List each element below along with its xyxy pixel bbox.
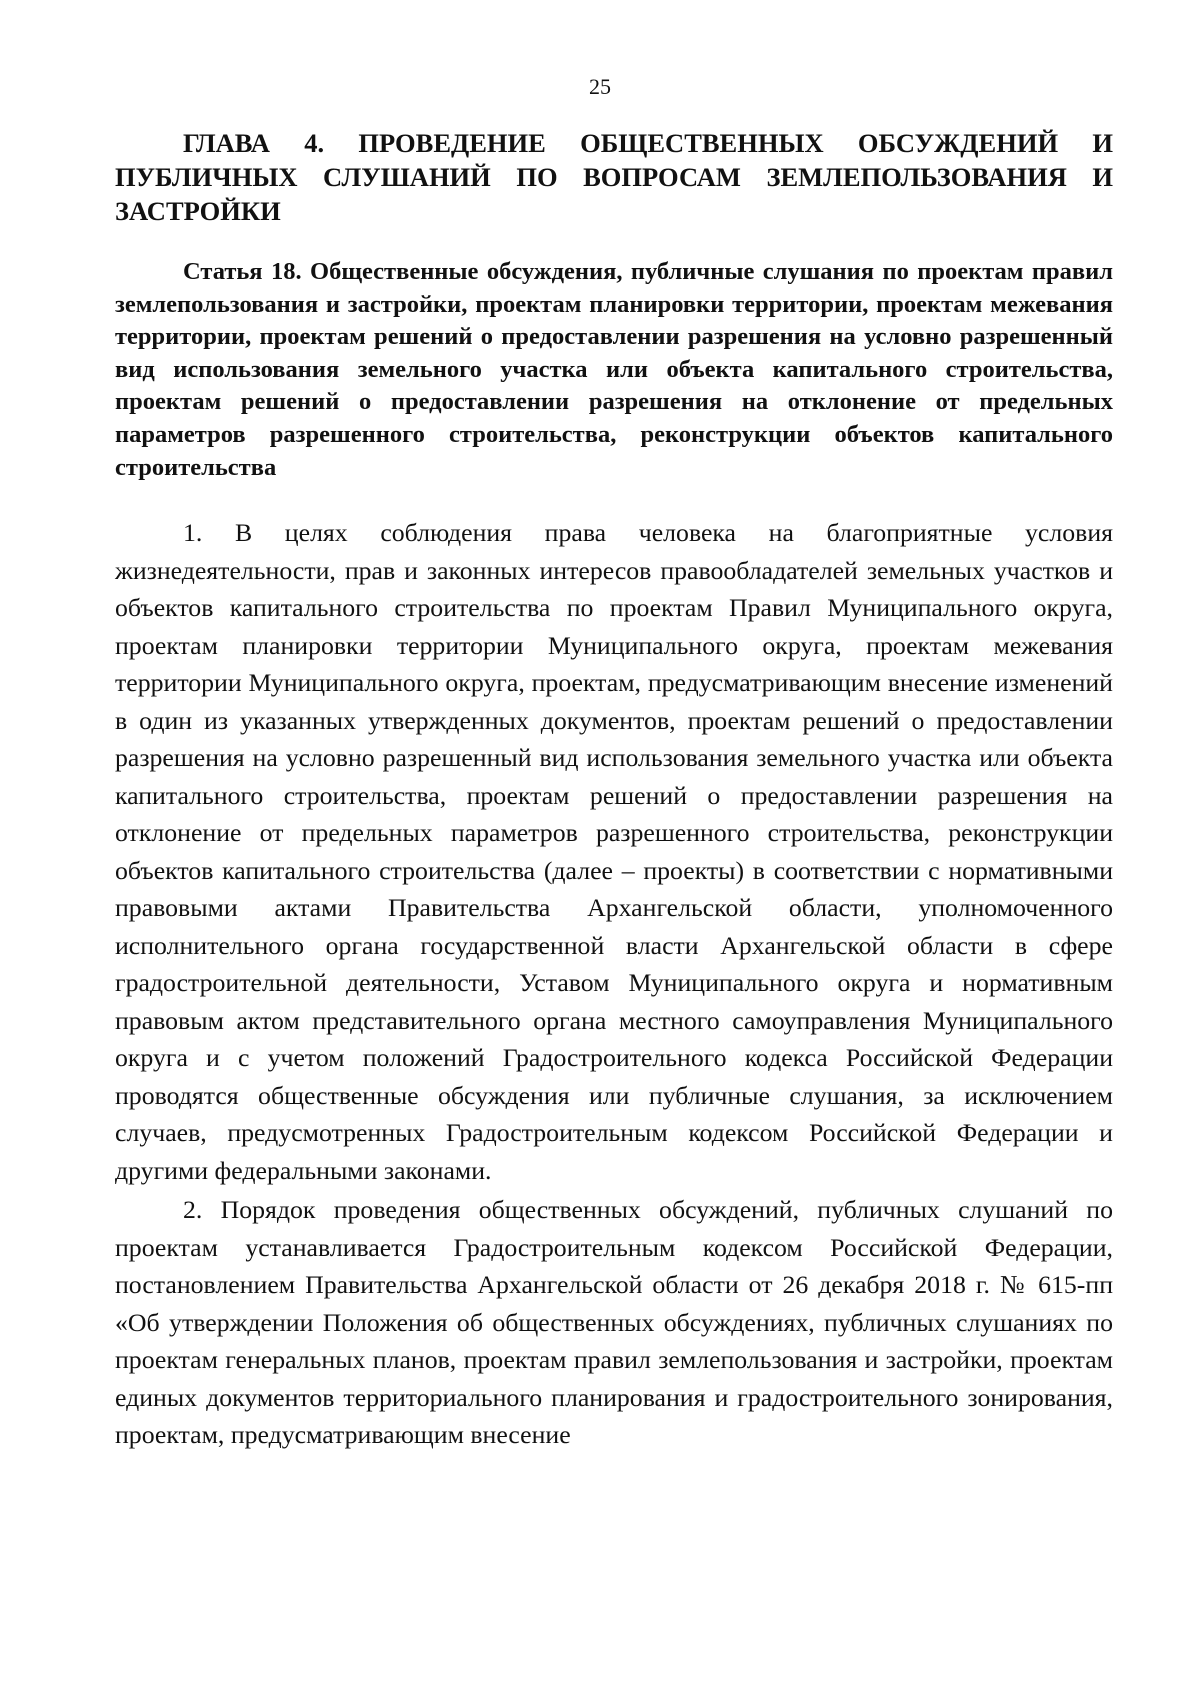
document-body [115, 126, 1113, 1454]
article-title: Статья 18. Общественные обсуждения, публичные слушания по проектам правил землепользования и застройки, проектам планировки территории, проектам межевания территории, проектам решений о предоставлении разрешения на условно разрешенный вид использования земельного участка или объекта капитального строительства, проектам решений о предоставлении разрешения на отклонение от предельных параметров разрешенного строительства, реконструкции объектов капитального строительства [115, 258, 1113, 481]
paragraph-1: 1. В целях соблюдения права человека на благоприятные условия жизнедеятельности, прав и законных интересов правообладателей земельных участков и объектов капитального строительства по проектам Правил Муниципального округа, проектам планировки территории Муниципального округа, проектам межевания территории Муниципального округа, проектам, предусматривающим внесение изменений в один из указанных утвержденных документов, проектам решений о предоставлении разрешения на условно разрешенный вид использования земельного участка или объекта капитального строительства, проектам решений о предоставлении разрешения на отклонение от предельных параметров разрешенного строительства, реконструкции объектов капитального строительства (далее – проекты) в соответствии с нормативными правовыми актами Правительства Архангельской области, уполномоченного исполнительного органа государственной власти Архангельской области в сфере градостроительной деятельности, Уставом Муниципального округа и нормативным правовым актом представительного органа местного самоуправления Муниципального округа и с учетом положений Градостроительного кодекса Российской Федерации проводятся общественные обсуждения или публичные слушания, за исключением случаев, предусмотренных Градостроительным кодексом Российской Федерации и другими федеральными законами. [115, 518, 1113, 1185]
page-number: 25 [589, 74, 611, 99]
paragraph-2: 2. Порядок проведения общественных обсуждений, публичных слушаний по проектам устанавливается Градостроительным кодексом Российской Федерации, постановлением Правительства Архангельской области от 26 декабря 2018 г. № 615-пп «Об утверждении Положения об общественных обсуждениях, публичных слушаниях по проектам генеральных планов, проектам правил землепользования и застройки, проектам единых документов территориального планирования и градостроительного зонирования, проектам, предусматривающим внесение [115, 1195, 1113, 1450]
chapter-title: ГЛАВА 4. ПРОВЕДЕНИЕ ОБЩЕСТВЕННЫХ ОБСУЖДЕНИЙ И ПУБЛИЧНЫХ СЛУШАНИЙ ПО ВОПРОСАМ ЗЕМЛЕПОЛЬЗОВАНИЯ И ЗАСТРОЙКИ [115, 128, 1113, 226]
